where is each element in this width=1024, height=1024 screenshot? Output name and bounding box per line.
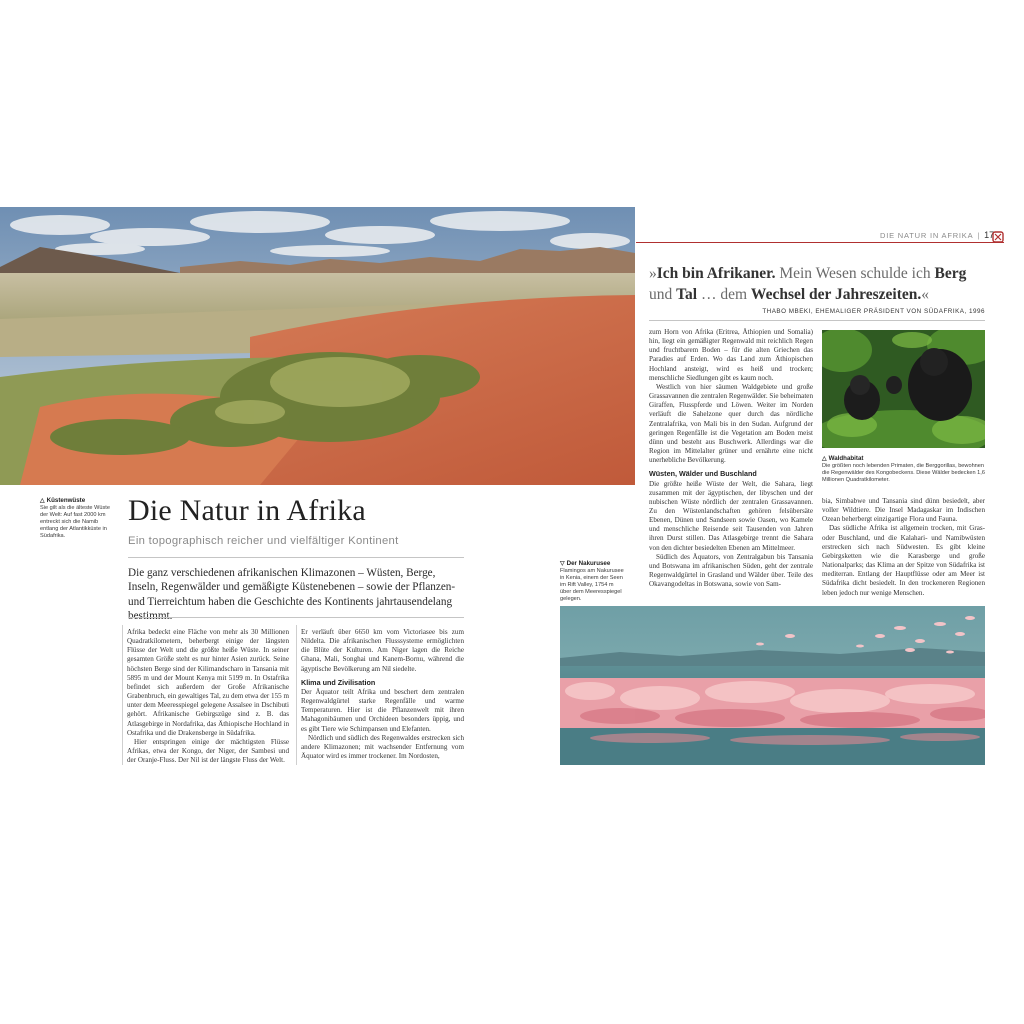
page-title: Die Natur in Afrika (128, 494, 366, 527)
paragraph: Afrika bedeckt eine Fläche von mehr als 30 Millionen Quadratkilometern, beherbergt einige der längsten Flüsse der Welt und die größte heiße Wüste. In seiner gesamten Größe steht es nur hinter Asien zurück. Seine höchsten Berge sind der Kilimandscharo in Tansania mit 5895 m und der Mount Kenya mit 5199 m. In Ostafrika befindet sich außerdem der Große Afrikanische Grabenbruch, ein gewaltiges Tal, zu dem etwa der 155 m unter dem Meeresspiegel gelegene Assalsee in Dschibuti gehört. Afrikanische Gebirgszüge sind z. B. das Atlasgebirge in Nordafrika, das Äthiopische Hochland in Ostafrika und die Drakensberge in Südafrika. (127, 628, 289, 737)
section-heading: Klima und Zivilisation (301, 677, 376, 687)
quote-text: Mein Wesen schulde ich (775, 265, 935, 282)
paragraph: Westlich von hier säumen Waldgebiete und große Grassavannen die zentralen Regenwälder. Sie beheimaten Giraffen, Flusspferde und Löwen. Weiter im Norden verläuft die Sahelzone quer durch das nördliche Zentralafrika, von Mali bis in den Sudan. Aufgrund der geringen Regenfälle ist die Vegetation am Boden meist dünn und besteht aus Buschwerk. Allerdings war die Region im Mittelalter grüner und ernährte eine nicht unerhebliche Bevölkerung. (649, 382, 813, 465)
divider (649, 320, 985, 321)
ornament-icon (992, 230, 1004, 242)
paragraph: bia, Simbabwe und Tansania sind dünn besiedelt, aber voller Wildtiere. Die Insel Madagaskar im Indischen Ozean beherbergt einzigartige Flora und Fauna. (822, 497, 985, 524)
caption-title: Küstenwüste (46, 497, 86, 504)
body-column-2 (301, 628, 464, 761)
quote-attribution: THABO MBEKI, EHEMALIGER PRÄSIDENT VON SÜDAFRIKA, 1996 (762, 308, 985, 315)
page-subtitle: Ein topographisch reicher und vielfältiger Kontinent (128, 535, 399, 547)
pull-quote (649, 263, 989, 305)
quote-bold: Tal (676, 286, 698, 303)
running-head-section: DIE NATUR IN AFRIKA (880, 231, 974, 240)
page-number: 17 (984, 230, 995, 240)
paragraph: Der Äquator teilt Afrika und beschert dem zentralen Regenwaldgürtel starke Regenfälle und warme Temperaturen. Hier ist die Pflanzenwelt mit ihren Mahagonibäumen und Orchideen besonders üppig, und es gibt Tiere wie Schimpansen und Elefanten. (301, 687, 464, 733)
quote-bold: Wechsel der Jahreszeiten. (750, 286, 922, 303)
body-column-3 (649, 328, 813, 589)
running-head-separator: | (977, 231, 981, 240)
namib-desert-photo (0, 207, 635, 485)
quote-bold: Ich bin Afrikaner. (656, 265, 776, 282)
quote-mark: « (921, 286, 929, 303)
triangle-up-icon: △ (822, 456, 827, 462)
caption-text: Die größten noch lebenden Primaten, die Berggorillas, bewohnen die Regenwälder des Kongobeckens. Diese Wälder bedecken 1,6 Millionen Quadratkilometer. (822, 463, 985, 483)
triangle-down-icon: ▽ (560, 561, 565, 567)
divider (128, 557, 464, 558)
body-column-4 (822, 497, 985, 598)
paragraph: zum Horn von Afrika (Eritrea, Äthiopien und Somalia) hin, liegt ein gemäßigter Regenwald mit reichlich Regen und fruchtbarem Boden – für die alten Griechen das Paradies auf Erden. Wo das Land zum Äthiopischen Hochland ansteigt, wird es heiß und trocken; menschliche Siedlungen gibt es kaum noch. (649, 328, 813, 382)
caption-text: Flamingos am Nakurusee in Kenia, einem der Seen im Rift Valley, 1754 m über dem Meeresspiegel gelegen. (560, 568, 624, 602)
caption-nakurusee (560, 560, 624, 603)
quote-mark: » (649, 265, 657, 282)
running-head (880, 230, 994, 240)
caption-title: Waldhabitat (828, 455, 864, 462)
paragraph: Nördlich und südlich des Regenwaldes erstrecken sich andere Klimazonen; mit wachsender Entfernung vom Äquator wird es immer trockener. Im Nordosten, (301, 733, 464, 761)
quote-text: … dem (697, 286, 751, 303)
paragraph: Südlich des Äquators, von Zentralgabun bis Tansania und Botswana im afrikanischen Süden, geht der zentrale Regenwaldgürtel in Grasland und Wälder über. Teile des Okavangodeltas in Botswana, sowie von Sam- (649, 552, 813, 589)
triangle-up-icon: △ (40, 498, 45, 504)
caption-kuestenwueste (40, 497, 116, 540)
caption-text: Sie gilt als die älteste Wüste der Welt: Auf fast 2000 km entreckt sich die Namib entlang der Atlantikküste in Südafrika. (40, 505, 110, 539)
flamingo-photo (560, 606, 985, 765)
caption-title: Der Nakurusee (566, 560, 611, 567)
body-column-1 (127, 628, 289, 765)
column-rule (296, 625, 297, 765)
lead-paragraph: Die ganz verschiedenen afrikanischen Klimazonen – Wüsten, Berge, Inseln, Regenwälder und gemäßigte Küstenebenen – sowie der Pflanzen- und Tierreichtum haben die Geschichte des Kontinents jahrtausendelang (128, 567, 456, 608)
paragraph: Das südliche Afrika ist allgemein trocken, mit Gras- oder Buschland, und die Kalahari- und Namibwüsten erstrecken sich nach Südwesten. Es gibt kleine Gebirgsketten wie die Karasberge und große Nationalparks; das Klima an der Spitze von Südafrika ist mediterran. Entlang der Hauptflüsse oder am Meer ist Südafrika dicht besiedelt. In den trockeneren Regionen leben jedoch nur wenige Menschen. (822, 524, 985, 597)
paragraph: Er verläuft über 6650 km vom Victoriasee bis zum Nildelta. Die afrikanischen Flusssysteme ermöglichten die Blüte der Kulturen. Am Niger lagen die Reiche Ghana, Mali, Songhai und Kanem-Bornu, während die ägyptische Bevölkerung am Nil siedelte. (301, 628, 464, 673)
quote-text: und (649, 286, 677, 303)
column-rule (122, 625, 123, 765)
paragraph: Hier entspringen einige der mächtigsten Flüsse Afrikas, etwa der Kongo, der Niger, der Sambesi und der Oranje-Fluss. Der Nil ist der längste Fluss der Welt. (127, 737, 289, 765)
quote-bold: Berg (934, 265, 967, 282)
caption-waldhabitat (822, 455, 987, 484)
header-rule (636, 242, 1004, 243)
gorilla-photo (822, 330, 985, 448)
section-heading: Wüsten, Wälder und Buschland (649, 469, 757, 479)
paragraph: Die größte heiße Wüste der Welt, die Sahara, liegt zusammen mit der ägyptischen, der libyschen und der nubischen Wüste nördlich der zentralen Grassavannen. Zu den Wüstenlandschaften gehören felsübersäte Ebenen, Dünen und Sandseen sowie Oasen, wo Kamele und menschliche Reisende seit Tausenden von Jahren ihren Durst stillen. Das Atlasgebirge trennt die Sahara von den dichter besiedelten Ebenen am Mittelmeer. (649, 479, 813, 552)
divider (128, 617, 464, 618)
